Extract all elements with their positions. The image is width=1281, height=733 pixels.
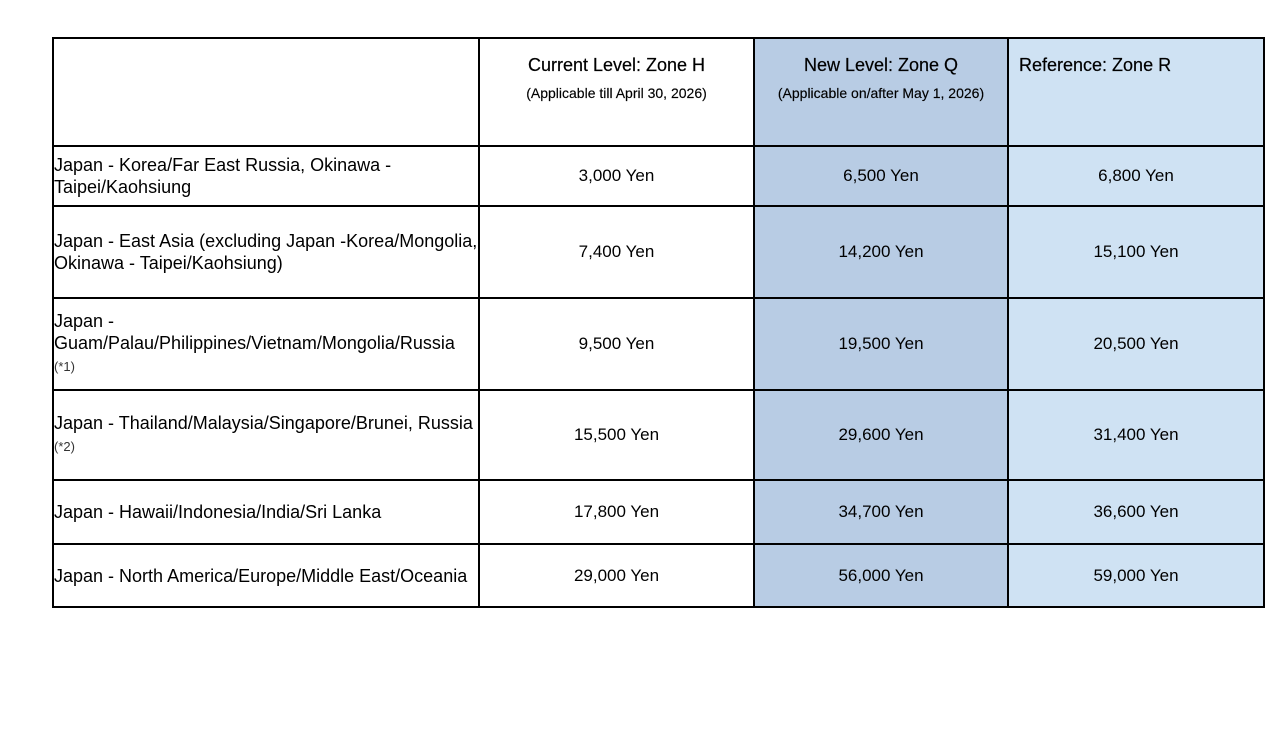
zone-h-fare: 17,800 Yen [479,480,754,544]
zone-h-fare: 3,000 Yen [479,146,754,206]
zone-h-fare: 15,500 Yen [479,390,754,480]
header-title-zone-q: New Level: Zone Q [803,55,959,75]
route-text: Japan - Korea/Far East Russia, Okinawa - Taipei/Kaohsiung [54,155,392,197]
header-cell-zone-h [479,38,754,146]
zone-r-fare: 31,400 Yen [1008,390,1264,480]
zone-r-fare: 59,000 Yen [1008,544,1264,607]
route-cell [53,480,479,544]
zone-r-fare: 20,500 Yen [1008,298,1264,390]
route-text: Japan - Hawaii/Indonesia/India/Sri Lanka [54,502,382,522]
table-row [53,298,1264,390]
route-cell [53,206,479,298]
route-text: Japan - East Asia (excluding Japan -Korea/Mongolia, Okinawa - Taipei/Kaohsiung) [54,231,478,273]
zone-q-fare: 6,500 Yen [754,146,1008,206]
route-text: Japan - Thailand/Malaysia/Singapore/Brunei, Russia [54,413,473,433]
zone-q-fare: 19,500 Yen [754,298,1008,390]
zone-h-fare: 7,400 Yen [479,206,754,298]
footnote-marker: (*2) [54,439,75,454]
fare-table [52,37,1265,608]
header-cell-zone-q [754,38,1008,146]
header-subtitle-zone-h: (Applicable till April 30, 2026) [526,85,707,101]
zone-q-fare: 34,700 Yen [754,480,1008,544]
zone-q-fare: 56,000 Yen [754,544,1008,607]
header-cell-zone-r [1008,38,1264,146]
route-text: Japan - Guam/Palau/Philippines/Vietnam/Mongolia/Russia [54,311,455,353]
table-row [53,390,1264,480]
table-row [53,544,1264,607]
zone-h-fare: 29,000 Yen [479,544,754,607]
table-row [53,146,1264,206]
route-cell [53,390,479,480]
zone-r-fare: 36,600 Yen [1008,480,1264,544]
zone-r-fare: 15,100 Yen [1008,206,1264,298]
table-row [53,206,1264,298]
route-cell [53,298,479,390]
route-cell [53,146,479,206]
zone-q-fare: 14,200 Yen [754,206,1008,298]
header-title-zone-r: Reference: Zone R [1019,55,1172,75]
header-cell-route [53,38,479,146]
zone-r-fare: 6,800 Yen [1008,146,1264,206]
footnote-marker: (*1) [54,359,75,374]
table-header-row [53,38,1264,146]
zone-h-fare: 9,500 Yen [479,298,754,390]
route-text: Japan - North America/Europe/Middle East/Oceania [54,565,468,586]
route-cell [53,544,479,607]
header-subtitle-zone-q: (Applicable on/after May 1, 2026) [777,85,985,101]
zone-q-fare: 29,600 Yen [754,390,1008,480]
table-row [53,480,1264,544]
header-title-zone-h: Current Level: Zone H [527,55,706,75]
